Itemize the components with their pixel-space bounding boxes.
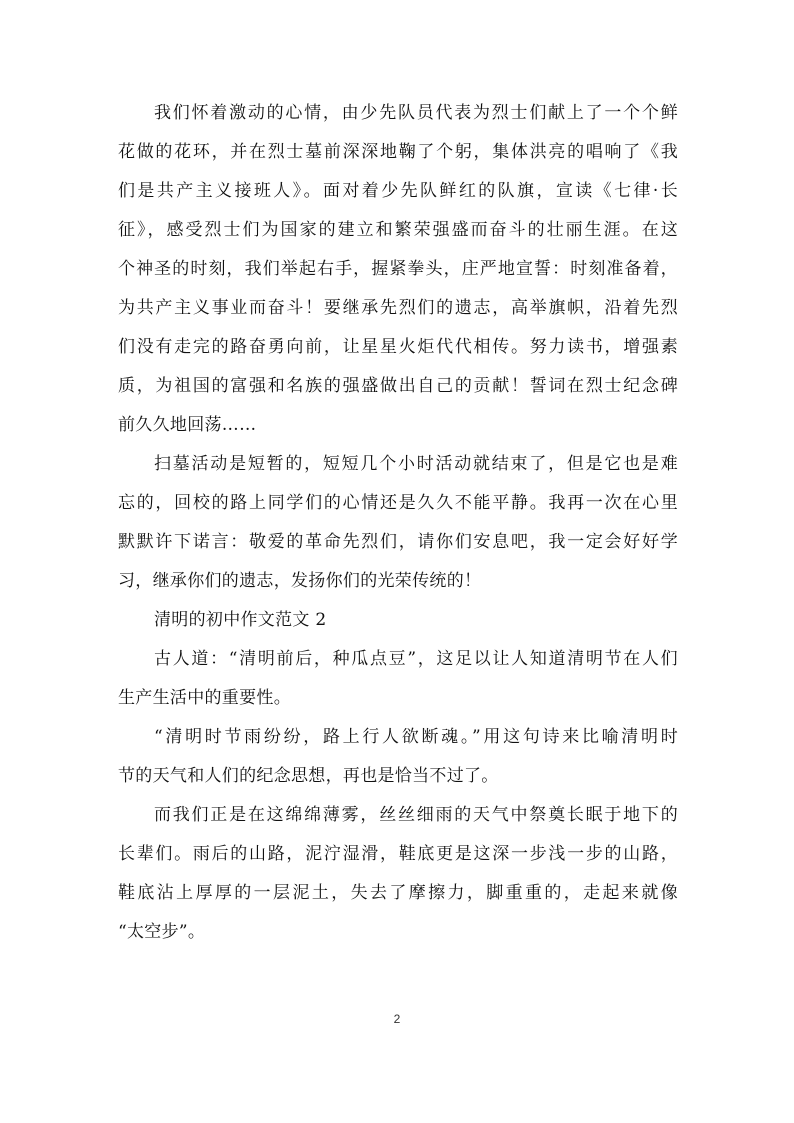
text-line: 们是共产主义接班人》。面对着少先队鲜红的队旗，宣读《七律·长 bbox=[118, 181, 678, 201]
heading-line: 清明的初中作文范文 2 bbox=[154, 610, 327, 630]
text-line: 花做的花环，并在烈士墓前深深地鞠了个躬，集体洪亮的唱响了《我 bbox=[118, 142, 678, 162]
paragraph-5 bbox=[118, 798, 678, 949]
text-line: 默默许下诺言：敬爱的革命先烈们，请你们安息吧，我一定会好好学 bbox=[118, 532, 678, 552]
text-line: 长辈们。雨后的山路，泥泞湿滑，鞋底更是这深一步浅一步的山路， bbox=[118, 844, 678, 864]
paragraph-3 bbox=[118, 642, 678, 720]
text-line: “清明时节雨纷纷，路上行人欲断魂。”用这句诗来比喻清明时 bbox=[154, 727, 678, 747]
paragraph-4 bbox=[118, 720, 678, 798]
page-number: 2 bbox=[393, 1012, 401, 1026]
text-line: “太空步”。 bbox=[118, 922, 206, 942]
text-line: 鞋底沾上厚厚的一层泥土，失去了摩擦力，脚重重的，走起来就像 bbox=[118, 883, 678, 903]
text-line: 为共产主义事业而奋斗！要继承先烈们的遗志，高举旗帜，沿着先烈 bbox=[118, 298, 678, 318]
section-heading bbox=[118, 603, 678, 642]
paragraph-2 bbox=[118, 447, 678, 603]
text-line: 个神圣的时刻，我们举起右手，握紧拳头，庄严地宣誓：时刻准备着， bbox=[118, 259, 678, 279]
text-line: 忘的，回校的路上同学们的心情还是久久不能平静。我再一次在心里 bbox=[118, 493, 678, 513]
text-line: 扫墓活动是短暂的，短短几个小时活动就结束了，但是它也是难 bbox=[154, 454, 678, 474]
document-body bbox=[118, 96, 678, 949]
text-line: 质，为祖国的富强和名族的强盛做出自己的贡献！誓词在烈士纪念碑 bbox=[118, 376, 678, 396]
text-line: 前久久地回荡…… bbox=[118, 415, 257, 435]
text-line: 征》，感受烈士们为国家的建立和繁荣强盛而奋斗的壮丽生涯。在这 bbox=[118, 220, 678, 240]
text-line: 节的天气和人们的纪念思想，再也是恰当不过了。 bbox=[118, 766, 499, 786]
text-line: 而我们正是在这绵绵薄雾，丝丝细雨的天气中祭奠长眠于地下的 bbox=[154, 805, 678, 825]
paragraph-1 bbox=[118, 96, 678, 447]
text-line: 习，继承你们的遗志，发扬你们的光荣传统的！ bbox=[118, 571, 482, 591]
text-line: 们没有走完的路奋勇向前，让星星火炬代代相传。努力读书，增强素 bbox=[118, 337, 678, 357]
text-line: 古人道：“清明前后，种瓜点豆”，这足以让人知道清明节在人们 bbox=[154, 649, 678, 669]
text-line: 生产生活中的重要性。 bbox=[118, 688, 291, 708]
text-line: 我们怀着激动的心情，由少先队员代表为烈士们献上了一个个鲜 bbox=[154, 103, 678, 123]
